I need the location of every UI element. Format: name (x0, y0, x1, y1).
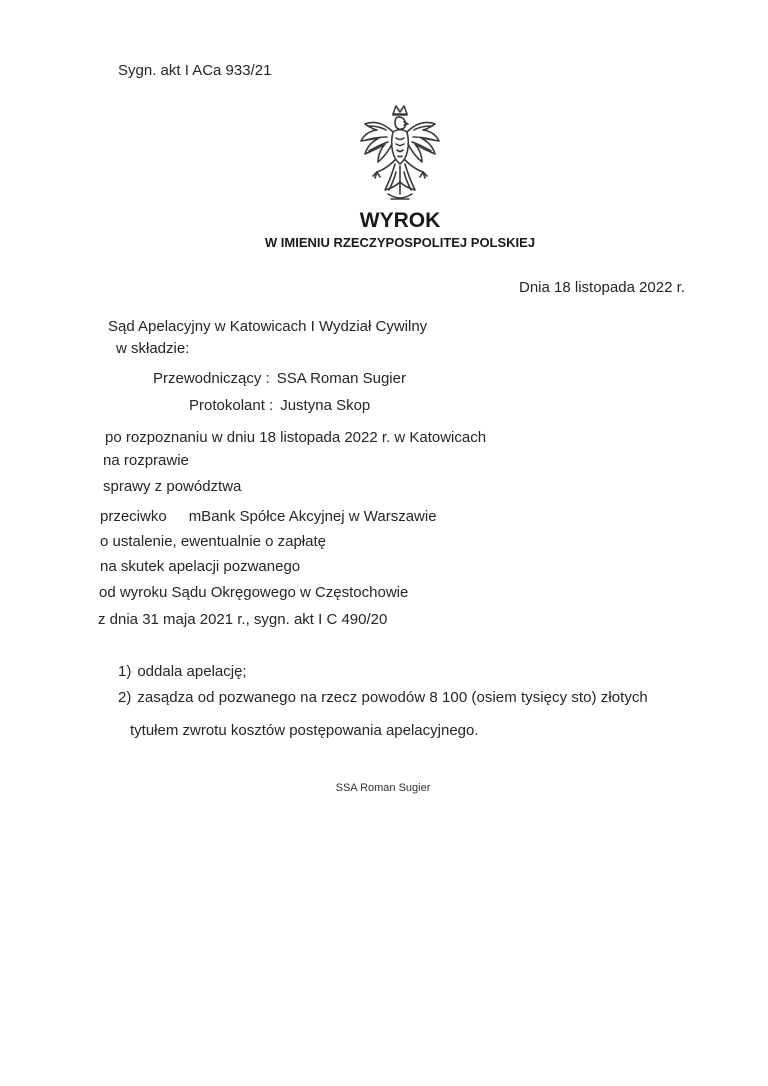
chair-row (153, 370, 406, 388)
case-line: sprawy z powództwa (103, 478, 242, 495)
subject-line: o ustalenie, ewentualnie o zapłatę (100, 533, 326, 550)
ruling-continuation: tytułem zwrotu kosztów postępowania apelacyjnego. (130, 722, 479, 739)
clerk-label: Protokolant : (189, 397, 274, 414)
chair-label: Przewodniczący : (153, 370, 270, 387)
session-line: na rozprawie (103, 452, 189, 469)
ruling-number: 1) (118, 663, 132, 680)
clerk-value: Justyna Skop (280, 397, 371, 414)
hearing-line: po rozpoznaniu w dniu 18 listopada 2022 r. w Katowicach (105, 429, 487, 446)
ruling-text: zasądza od pozwanego na rzecz powodów 8 100 (osiem tysięcy sto) złotych (137, 689, 648, 706)
against-label: przeciwko (100, 508, 167, 525)
ruling-item (118, 689, 648, 707)
document-title: WYROK (359, 209, 441, 232)
chair-value: SSA Roman Sugier (276, 370, 406, 387)
document-subtitle: W IMIENIU RZECZYPOSPOLITEJ POLSKIEJ (264, 235, 536, 250)
court-name: Sąd Apelacyjny w Katowicach I Wydział Cywilny (108, 318, 428, 335)
signature: SSA Roman Sugier (335, 782, 431, 794)
ruling-text: oddala apelację; (137, 663, 247, 680)
against-line (100, 508, 437, 526)
composition-intro: w składzie: (116, 340, 190, 357)
judgment-date: Dnia 18 listopada 2022 r. (519, 279, 685, 296)
case-reference: Sygn. akt I ACa 933/21 (118, 62, 272, 79)
from-judgment-line: od wyroku Sądu Okręgowego w Częstochowie (99, 584, 409, 601)
ruling-number: 2) (118, 689, 132, 706)
clerk-row (189, 397, 370, 415)
judgment-date-line: z dnia 31 maja 2021 r., sygn. akt I C 490/20 (98, 611, 388, 628)
appeal-line: na skutek apelacji pozwanego (100, 558, 301, 575)
ruling-item (118, 663, 247, 681)
against-party: mBank Spółce Akcyjnej w Warszawie (188, 508, 437, 525)
polish-eagle-emblem-icon (355, 102, 445, 202)
